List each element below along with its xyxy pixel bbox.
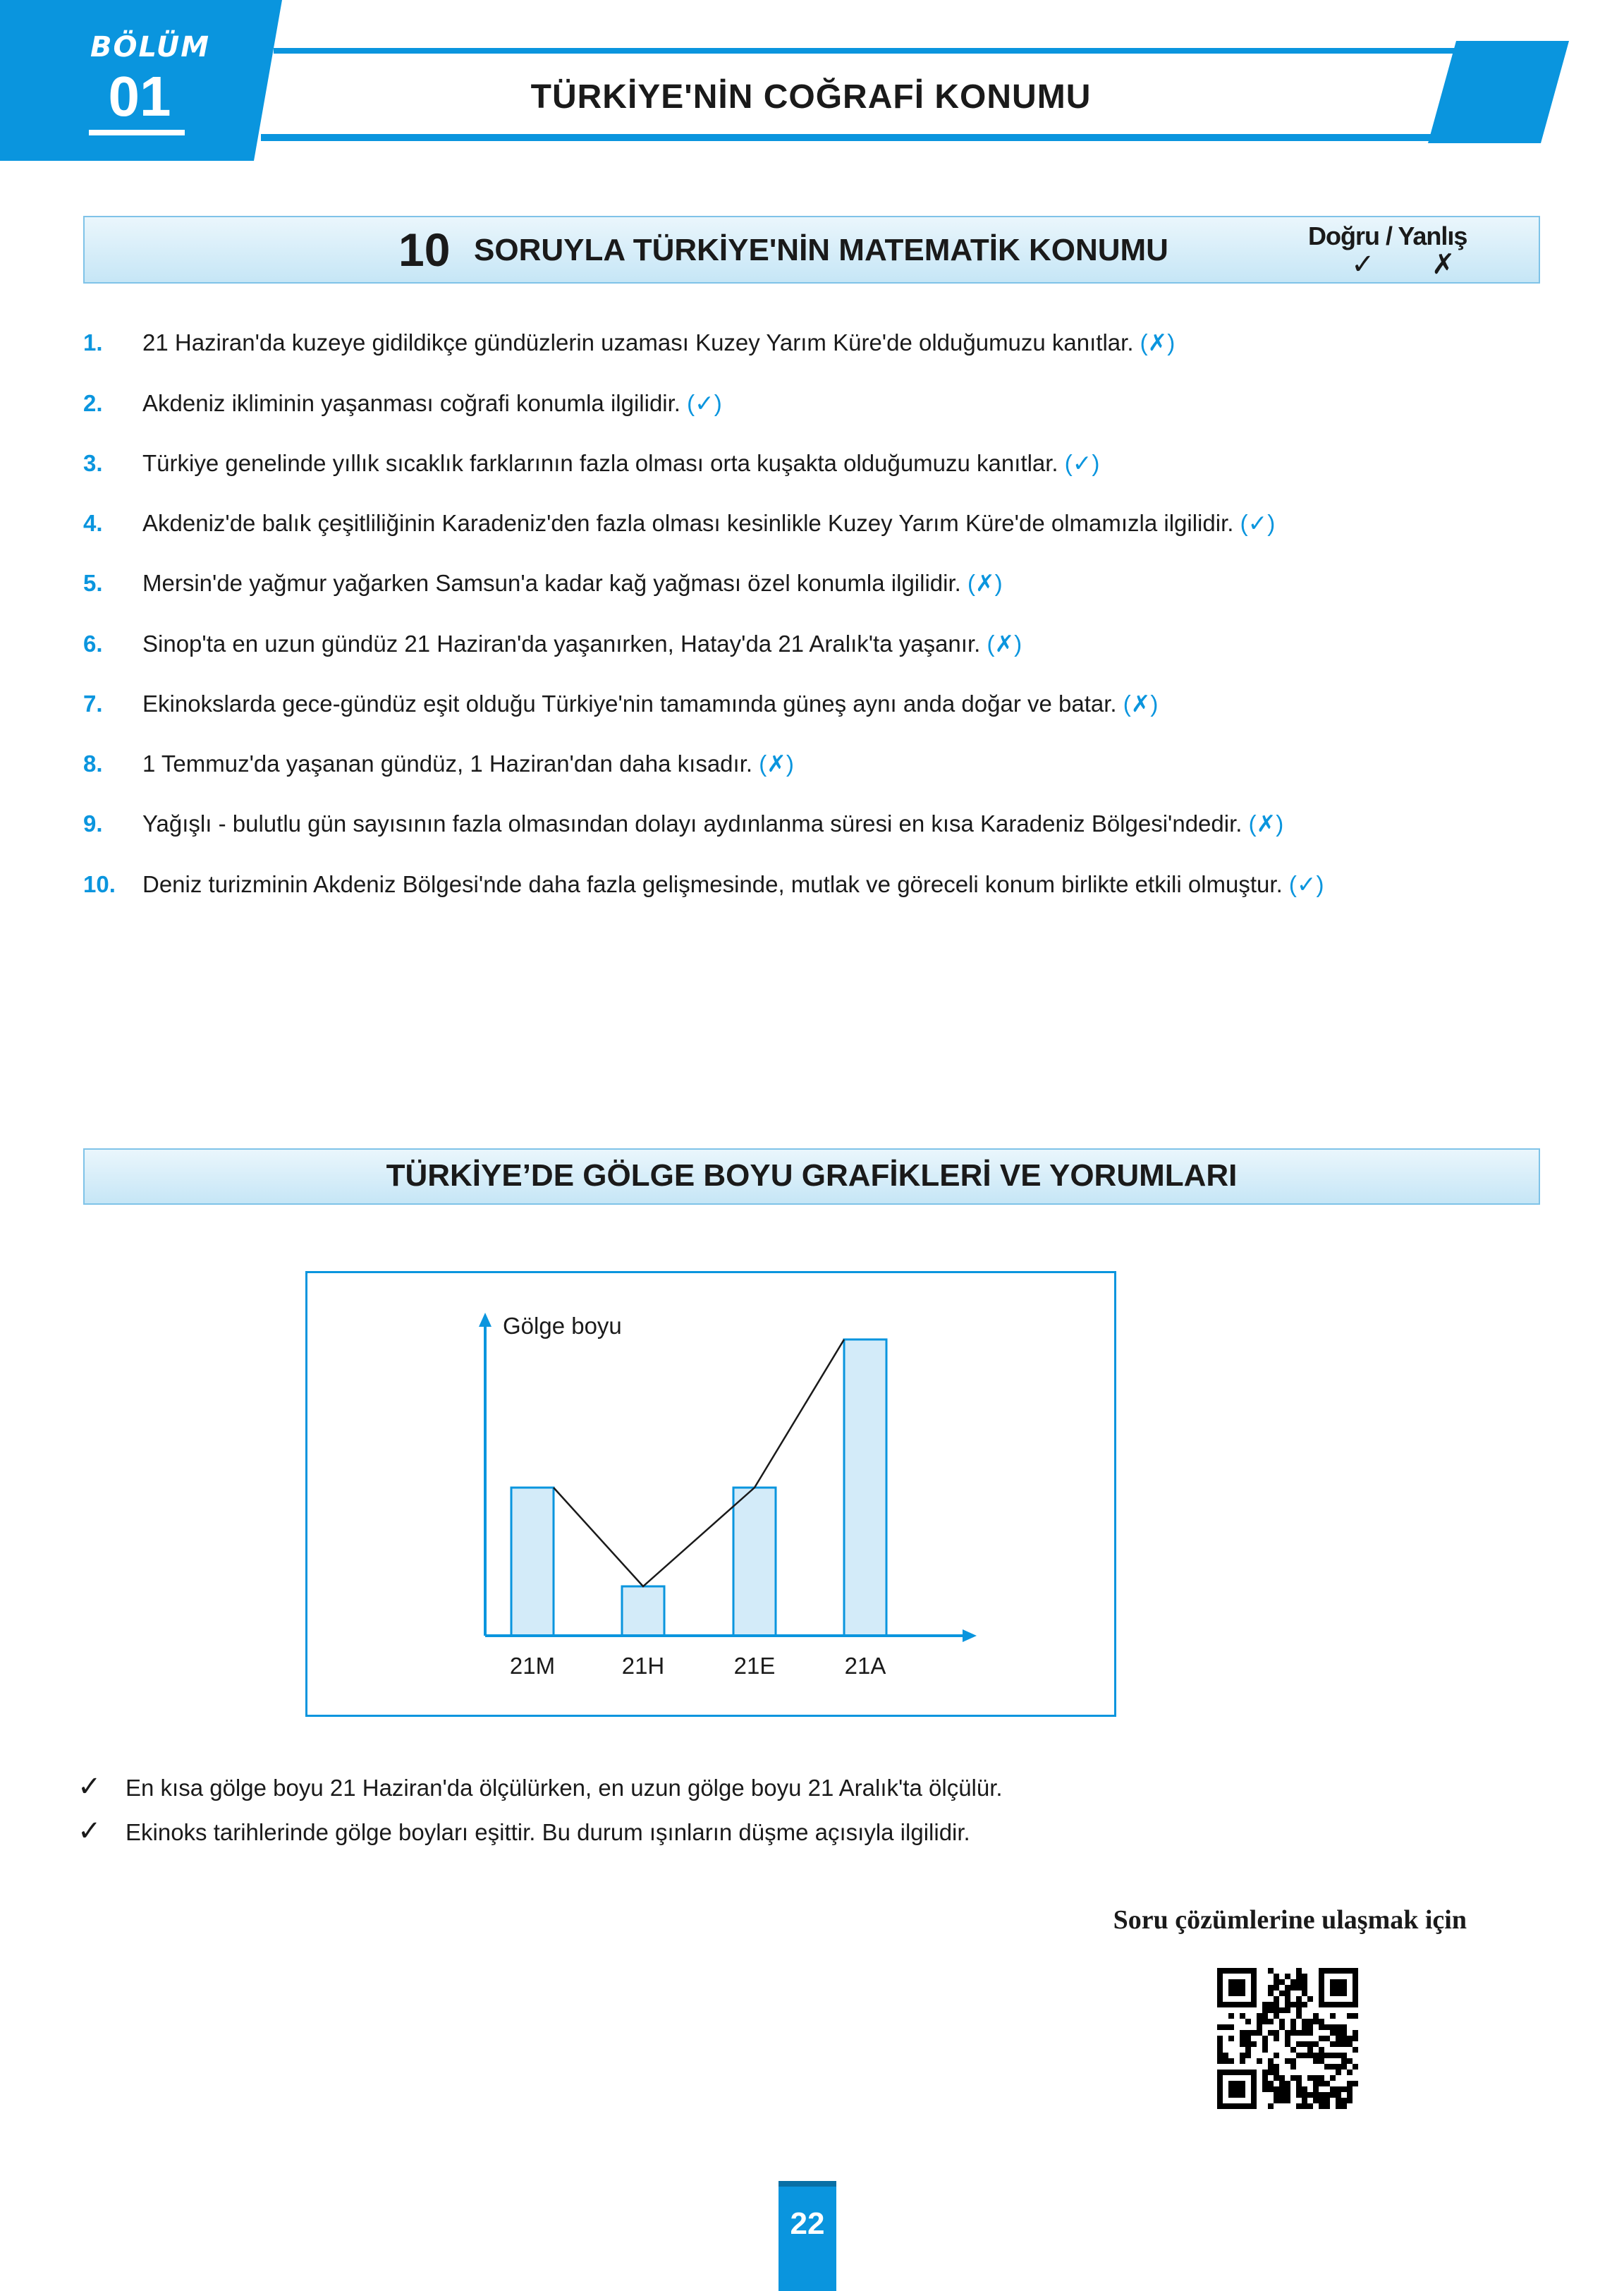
answer-mark: (✗) bbox=[1140, 329, 1176, 356]
x-tick-label: 21A bbox=[844, 1653, 886, 1679]
question-item: 4. Akdeniz'de balık çeşitliliğinin Karadeniz'den fazla olması kesinlikle Kuzey Yarım Küre'de olmamızla ilgilidir. (✓) bbox=[83, 510, 1276, 536]
chapter-underline bbox=[89, 130, 185, 135]
check-icon: ✓ bbox=[78, 1816, 102, 1847]
x-tick-label: 21E bbox=[733, 1653, 776, 1679]
header-rule-bottom bbox=[261, 134, 1474, 141]
question-item: 1. 21 Haziran'da kuzeye gidildikçe gündüzlerin uzaması Kuzey Yarım Küre'de olduğumuzu kanıtlar. (✗) bbox=[83, 329, 1176, 356]
bullet-item: ✓ Ekinoks tarihlerinde gölge boyları eşittir. Bu durum ışınların düşme açısıyla ilgilidir. bbox=[78, 1816, 970, 1847]
page-title: TÜRKİYE'NİN COĞRAFİ KONUMU bbox=[530, 78, 1092, 116]
page-number-rule bbox=[779, 2181, 836, 2187]
trend-line bbox=[554, 1339, 844, 1586]
bar-21H bbox=[622, 1586, 664, 1636]
section-heading-golge-boyu bbox=[83, 1148, 1540, 1205]
section-title: SORUYLA TÜRKİYE'NİN MATEMATİK KONUMU bbox=[474, 233, 1168, 267]
question-item: 10. Deniz turizminin Akdeniz Bölgesi'nde daha fazla gelişmesinde, mutlak ve göreceli konum birlikte etkili olmuştur. (✓) bbox=[83, 871, 1324, 897]
header-accent-shape bbox=[1428, 41, 1569, 143]
answer-mark: (✗) bbox=[1123, 691, 1159, 717]
answer-mark: (✗) bbox=[1248, 810, 1284, 837]
answer-mark: (✗) bbox=[987, 631, 1022, 657]
bar-21A bbox=[844, 1339, 886, 1636]
chapter-label: BÖLÜM bbox=[90, 31, 211, 63]
chapter-number: 01 bbox=[108, 65, 171, 128]
x-tick-label: 21H bbox=[621, 1653, 665, 1679]
check-icon: ✓ bbox=[1351, 249, 1375, 280]
answer-mark: (✓) bbox=[1288, 871, 1324, 897]
y-axis-arrow-icon bbox=[479, 1313, 492, 1327]
chart-svg bbox=[307, 1273, 1118, 1719]
shadow-length-chart bbox=[305, 1271, 1116, 1717]
y-axis-label: Gölge boyu bbox=[503, 1313, 622, 1339]
cross-icon: ✗ bbox=[1431, 249, 1455, 280]
question-item: 6. Sinop'ta en uzun gündüz 21 Haziran'da yaşanırken, Hatay'da 21 Aralık'ta yaşanır. (✗) bbox=[83, 631, 1022, 657]
bar-21E bbox=[733, 1488, 776, 1636]
question-item: 2. Akdeniz ikliminin yaşanması coğrafi konumla ilgilidir. (✓) bbox=[83, 390, 722, 416]
section-title: TÜRKİYE’DE GÖLGE BOYU GRAFİKLERİ VE YORUMLARI bbox=[386, 1158, 1238, 1193]
true-false-label: Doğru / Yanlış bbox=[1308, 221, 1467, 250]
bar-21M bbox=[511, 1488, 554, 1636]
answer-mark: (✓) bbox=[1064, 450, 1100, 476]
question-item: 3. Türkiye genelinde yıllık sıcaklık farklarının fazla olması orta kuşakta olduğumuzu kanıtlar. (✓) bbox=[83, 450, 1100, 476]
answer-mark: (✓) bbox=[687, 390, 722, 416]
page-number: 22 bbox=[790, 2206, 825, 2241]
answer-mark: (✓) bbox=[1240, 510, 1276, 536]
question-item: 7. Ekinokslarda gece-gündüz eşit olduğu Türkiye'nin tamamında güneş aynı anda doğar ve batar. (✗) bbox=[83, 691, 1159, 717]
x-tick-label: 21M bbox=[509, 1653, 556, 1679]
section-heading-matematik-konum bbox=[83, 216, 1540, 284]
check-icon: ✓ bbox=[78, 1771, 102, 1802]
header-rule-top bbox=[274, 48, 1470, 54]
answer-mark: (✗) bbox=[759, 750, 794, 777]
question-item: 9. Yağışlı - bulutlu gün sayısının fazla olmasından dolayı aydınlanma süresi en kısa Karadeniz Bölgesi'ndedir. (✗) bbox=[83, 810, 1284, 837]
question-item: 8. 1 Temmuz'da yaşanan gündüz, 1 Haziran'dan daha kısadır. (✗) bbox=[83, 750, 794, 777]
qr-code-icon[interactable] bbox=[1217, 1968, 1358, 2109]
x-axis-arrow-icon bbox=[963, 1629, 977, 1642]
page-number-tab bbox=[779, 2181, 836, 2291]
bullet-item: ✓ En kısa gölge boyu 21 Haziran'da ölçülürken, en uzun gölge boyu 21 Aralık'ta ölçülür. bbox=[78, 1771, 1003, 1802]
qr-caption: Soru çözümlerine ulaşmak için bbox=[1113, 1905, 1467, 1935]
question-item: 5. Mersin'de yağmur yağarken Samsun'a kadar kağ yağması özel konumla ilgilidir. (✗) bbox=[83, 570, 1003, 596]
section-number: 10 bbox=[398, 224, 451, 276]
answer-mark: (✗) bbox=[967, 570, 1003, 596]
